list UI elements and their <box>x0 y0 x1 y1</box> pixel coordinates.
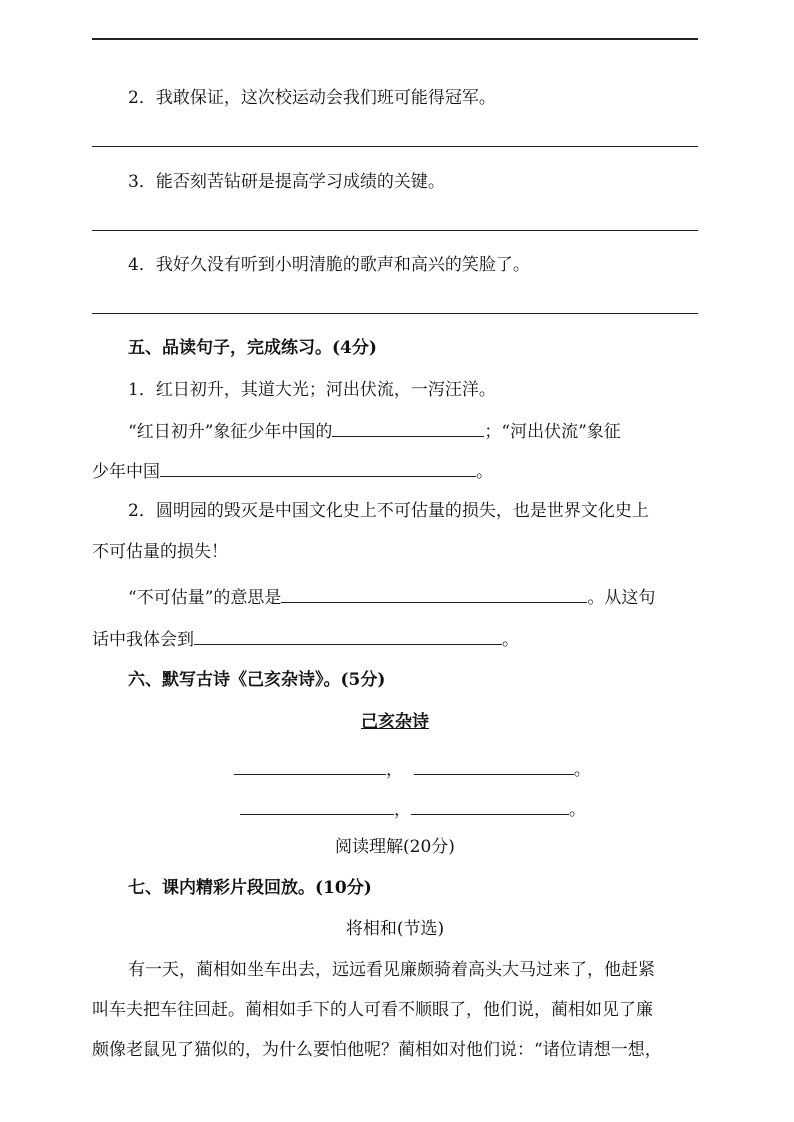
q1-prompt-a: “红日初升”象征少年中国的 <box>128 422 333 442</box>
poem-comma-1: ， <box>386 760 403 780</box>
section-5-heading: 五、品读句子，完成练习。(4分) <box>128 338 377 358</box>
poem-blank-1[interactable] <box>234 756 386 775</box>
poem-title <box>92 710 698 734</box>
passage-title: 将相和(节选) <box>345 919 445 939</box>
q2-prompt-a: “不可估量”的意思是 <box>128 588 282 608</box>
q1-prompt-b: ；“河出伏流”象征 <box>484 422 621 442</box>
section-7-heading: 七、课内精彩片段回放。(10分) <box>128 878 372 898</box>
question-4-4: 4．我好久没有听到小明清脆的歌声和高兴的笑脸了。 <box>128 255 530 275</box>
poem-period-1: 。 <box>573 760 591 780</box>
poem-blank-3[interactable] <box>240 796 394 815</box>
poem-blank-2[interactable] <box>414 756 574 775</box>
answer-line-4-3 <box>92 230 698 231</box>
q1-blank-1[interactable] <box>332 418 484 437</box>
q2-line2-end: 。 <box>502 630 519 650</box>
poem-period-2: 。 <box>569 800 586 820</box>
q2-prompt-c: 话中我体会到 <box>92 630 194 650</box>
poem-title-text: 己亥杂诗 <box>361 712 429 732</box>
question-4-3: 3．能否刻苦钻研是提高学习成绩的关键。 <box>128 172 445 192</box>
passage-line-3: 颇像老鼠见了猫似的，为什么要怕他呢？蔺相如对他们说：“诸位请想一想， <box>92 1040 662 1060</box>
passage-line-2: 叫车夫把车往回赶。蔺相如手下的人可看不顺眼了，他们说，蔺相如见了廉 <box>92 1000 653 1020</box>
section-5-q2-line1 <box>128 584 655 610</box>
q1-prompt-c: 少年中国 <box>92 462 160 482</box>
section-5-q2-sentence-l2: 不可估量的损失！ <box>92 542 228 562</box>
question-4-2: 2．我敢保证，这次校运动会我们班可能得冠军。 <box>128 88 496 108</box>
section-5-q2-line2 <box>92 626 519 652</box>
poem-comma-2: ， <box>394 800 411 820</box>
section-5-q1-sentence: 1．红日初升，其道大光；河出伏流，一泻汪洋。 <box>128 380 496 400</box>
section-5-q1-line1 <box>128 418 621 444</box>
answer-line-4-4 <box>92 313 698 314</box>
q2-blank-1[interactable] <box>281 584 587 603</box>
top-border-line <box>92 38 698 40</box>
poem-line-1 <box>234 756 591 782</box>
q2-prompt-b: 。从这句 <box>587 588 656 608</box>
passage-line-1: 有一天，蔺相如坐车出去，远远看见廉颇骑着高头大马过来了，他赶紧 <box>128 960 655 980</box>
section-5-q2-sentence-l1: 2．圆明园的毁灭是中国文化史上不可估量的损失，也是世界文化史上 <box>128 501 649 521</box>
poem-line-2 <box>240 796 586 822</box>
reading-heading: 阅读理解(20分) <box>335 837 455 857</box>
section-5-q1-line2 <box>92 458 493 484</box>
q1-blank-2[interactable] <box>160 458 476 477</box>
q1-line2-end: 。 <box>476 462 493 482</box>
q2-blank-2[interactable] <box>194 626 502 645</box>
answer-line-4-2 <box>92 146 698 147</box>
section-6-heading: 六、默写古诗《己亥杂诗》。(5分) <box>128 670 386 690</box>
poem-blank-4[interactable] <box>411 796 569 815</box>
